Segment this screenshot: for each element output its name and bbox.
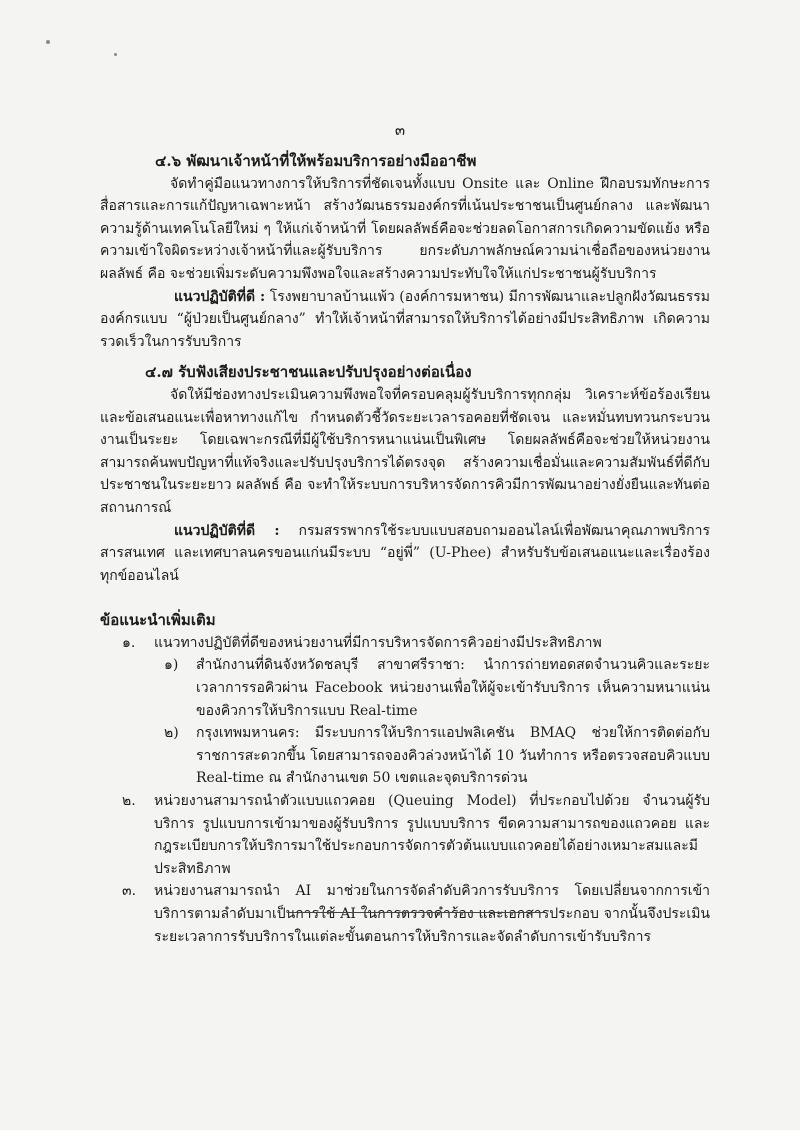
item-number: ๓. xyxy=(122,883,137,900)
item-text: หน่วยงานสามารถนำ AI มาช่วยในการจัดลำดับคิวการรับบริการ โดยเปลี่ยนจากการเข้าบริการตามลำดับมาเป็นการใช้ AI ในการตรวจคำร้อง และเอกสารประกอบ จากนั้นจึงประเมินระยะเวลาการรับบริการในแต่ละขั้นตอนการให้บริการและจัดลำดับการเข้ารับบริการ xyxy=(154,883,710,945)
good-practice-text: โรงพยาบาลบ้านแพ้ว (องค์การมหาชน) มีการพัฒนาและปลูกฝังวัฒนธรรมองค์กรแบบ “ผู้ป่วยเป็นศูนย์กลาง” ทำให้เจ้าหน้าที่สามารถให้บริการได้อย่างมีประสิทธิภาพ เกิดความรวดเร็วในการรับบริการ xyxy=(100,288,710,350)
recommendation-subitem xyxy=(100,654,710,722)
recommendation-item xyxy=(100,880,710,948)
good-practice-text: กรมสรรพากรใช้ระบบแบบสอบถามออนไลน์เพื่อพัฒนาคุณภาพบริการสารสนเทศ และเทศบาลนครขอนแก่นมีระบบ “อยู่พี่” (U-Phee) สำหรับรับข้อเสนอแนะและเรื่องร้องทุกข์ออนไลน์ xyxy=(100,522,710,584)
good-practice xyxy=(100,286,710,354)
subitem-number: ๒) xyxy=(164,725,179,742)
item-number: ๒. xyxy=(122,793,136,810)
scan-speck xyxy=(114,53,117,56)
item-text: แนวทางปฏิบัติที่ดีของหน่วยงานที่มีการบริหารจัดการคิวอย่างมีประสิทธิภาพ xyxy=(154,634,602,651)
recommendation-subitem xyxy=(100,722,710,790)
subitem-number: ๑) xyxy=(164,657,179,674)
scan-speck xyxy=(46,40,50,44)
good-practice-label: แนวปฏิบัติที่ดี : xyxy=(174,522,280,539)
section-paragraph: จัดให้มีช่องทางประเมินความพึงพอใจที่ครอบคลุมผู้รับบริการทุกกลุ่ม วิเคราะห์ข้อร้องเรียนและข้อเสนอแนะเพื่อหาทางแก้ไข กำหนดตัวชี้วัดระยะเวลารอคอยที่ชัดเจน และหมั่นทบทวนกระบวนงานเป็นระยะ โดยเฉพาะกรณีที่มีผู้ใช้บริการหนาแน่นเป็นพิเศษ โดยผลลัพธ์คือจะช่วยให้หน่วยงานสามารถค้นพบปัญหาที่แท้จริงและปรับปรุงบริการได้ตรงจุด สร้างความเชื่อมั่นและความสัมพันธ์ที่ดีกับประชาชนในระยะยาว ผลลัพธ์ คือ จะทำให้ระบบการบริหารจัดการคิวมีการพัฒนาอย่างยั่งยืนและทันต่อสถานการณ์ xyxy=(100,386,710,516)
section-heading: ๔.๖ พัฒนาเจ้าหน้าที่ให้พร้อมบริการอย่างมืออาชีพ xyxy=(155,152,477,170)
subitem-text: กรุงเทพมหานคร: มีระบบการให้บริการแอปพลิเคชัน BMAQ ช่วยให้การติดต่อกับราชการสะดวกขึ้น โดยสามารถจองคิวล่วงหน้าได้ 10 วันทำการ หรือตรวจสอบคิวแบบ Real-time ณ สำนักงานเขต 50 เขตและจุดบริการด่วน xyxy=(196,725,710,787)
section-heading: ๔.๗ รับฟังเสียงประชาชนและปรับปรุงอย่างต่อเนื่อง xyxy=(145,363,472,382)
recommendation-item xyxy=(100,790,710,880)
recommendation-item xyxy=(100,632,710,655)
end-divider xyxy=(288,912,544,913)
item-number: ๑. xyxy=(122,634,136,651)
item-text: หน่วยงานสามารถนำตัวแบบแถวคอย (Queuing Model) ที่ประกอบไปด้วย จำนวนผู้รับบริการ รูปแบบการเข้ามาของผู้รับบริการ รูปแบบบริการ ขีดความสามารถของแถวคอย และกฎระเบียบการให้บริการมาใช้ประกอบการจัดการตัวต้นแบบแถวคอยได้อย่างเหมาะสมและมีประสิทธิภาพ xyxy=(154,793,710,877)
recommendations-heading: ข้อแนะนำเพิ่มเติม xyxy=(100,611,216,630)
document-body xyxy=(100,150,710,948)
section-paragraph: จัดทำคู่มือแนวทางการให้บริการที่ชัดเจนทั้งแบบ Onsite และ Online ฝึกอบรมทักษะการสื่อสารและการแก้ปัญหาเฉพาะหน้า สร้างวัฒนธรรมองค์กรที่เน้นประชาชนเป็นศูนย์กลาง และพัฒนาความรู้ด้านเทคโนโลยีใหม่ ๆ ให้แก่เจ้าหน้าที่ โดยผลลัพธ์คือจะช่วยลดโอกาสการเกิดความขัดแย้ง หรือความเข้าใจผิดระหว่างเจ้าหน้าที่และผู้รับบริการ ยกระดับภาพลักษณ์ความน่าเชื่อถือของหน่วยงาน ผลลัพธ์ คือ จะช่วยเพิ่มระดับความพึงพอใจและสร้างความประทับใจให้แก่ประชาชนผู้รับบริการ xyxy=(100,175,710,282)
good-practice xyxy=(100,520,710,588)
subitem-text: สำนักงานที่ดินจังหวัดชลบุรี สาขาศรีราชา: นำการถ่ายทอดสดจำนวนคิวและระยะเวลาการรอคิวผ่าน Facebook หน่วยงานเพื่อให้ผู้จะเข้ารับบริการ เห็นความหนาแน่นของคิวการให้บริการแบบ Real-time xyxy=(196,657,710,719)
page-number: ๓ xyxy=(394,121,406,139)
good-practice-label: แนวปฏิบัติที่ดี : xyxy=(174,288,266,305)
